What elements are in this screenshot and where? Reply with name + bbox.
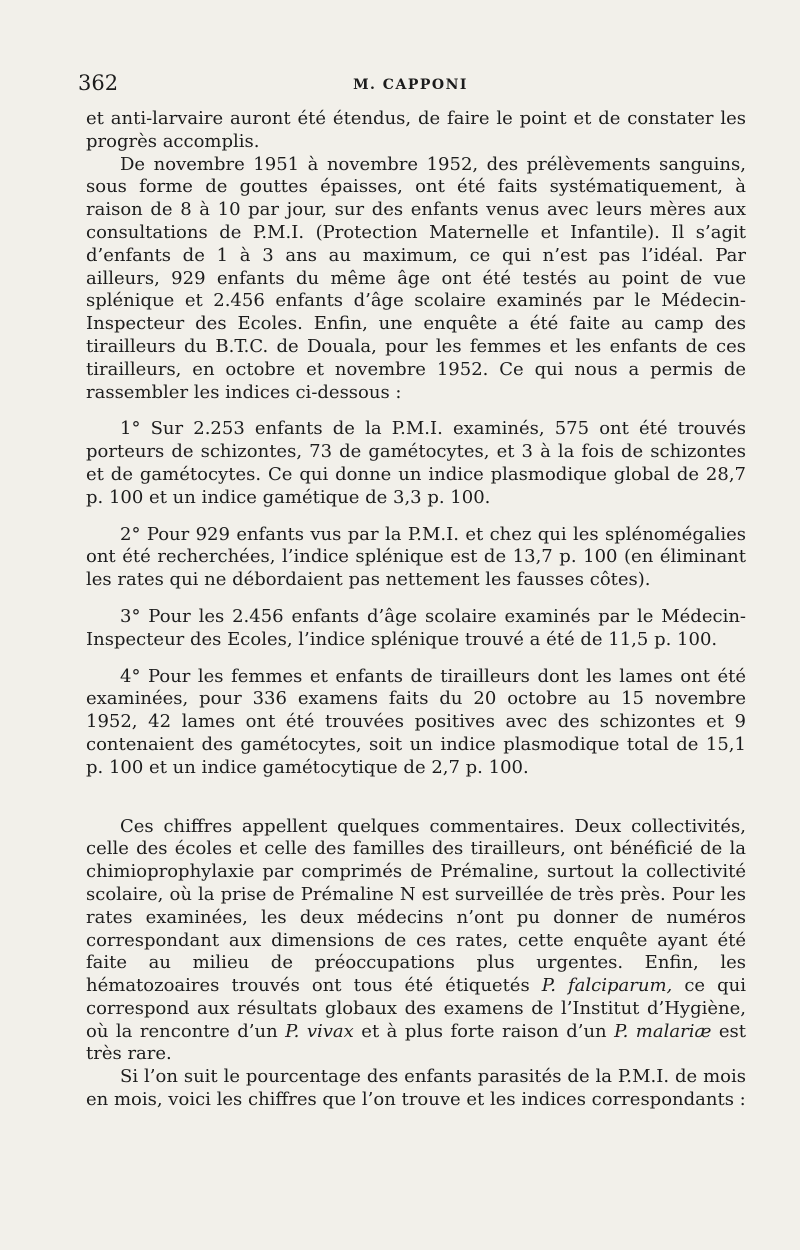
list-item-1: 1° Sur 2.253 enfants de la P.M.I. examinés, 575 ont été trouvés porteurs de schizontes, 73 de gamétocytes, et 3 à la fois de schizontes et de gamétocytes. Ce qui donne un indice plasmodique global de 28,7 p. 100 et un indice gamétique de 3,3 p. 100. — [86, 418, 746, 508]
paragraph-continuation: et anti-larvaire auront été étendus, de faire le point et de constater les progrès accomplis. — [86, 108, 746, 152]
list-item-4: 4° Pour les femmes et enfants de tirailleurs dont les lames ont été examinées, pour 336 examens faits du 20 octobre au 15 novembre 1952, 42 lames ont été trouvées positives avec des schizontes et 9 contenaient des gamétocytes, soit un indice plasmodique total de 15,1 p. 100 et un indice gamétocytique de 2,7 p. 100. — [86, 665, 746, 778]
list-item-3: 3° Pour les 2.456 enfants d’âge scolaire examinés par le Médecin-Inspecteur des Ecoles, l’indice splénique trouvé a été de 11,5 p. 100. — [86, 605, 746, 650]
page-number: 362 — [78, 71, 119, 95]
species-falciparum: P. falciparum, — [541, 975, 673, 997]
body-text — [86, 108, 746, 1112]
commentary-text-d: est très rare. — [86, 1020, 746, 1065]
commentary-text-a: Ces chiffres appellent quelques commentaires. Deux collectivités, celle des écoles et celle des familles des tirailleurs, ont bénéficié de la chimioprophylaxie par comprimés de Prémaline, surtout la collectivité scolaire, où la prise de Prémaline N est surveillée de très près. Pour les rates examinées, les deux médecins n’ont pu donner de numéros correspondant aux dimensions de ces rates, cette enquête ayant été faite au milieu de préoccupations plus urgentes. Enfin, les hématozoaires trouvés ont tous été étiquetés — [86, 815, 746, 997]
species-malariae: P. malariæ — [614, 1020, 712, 1042]
paragraph-monthly-intro: Si l’on suit le pourcentage des enfants parasités de la P.M.I. de mois en mois, voici les chiffres que l’on trouve et les indices correspondants : — [86, 1066, 746, 1111]
commentary-text-c: et à plus forte raison d’un — [353, 1020, 615, 1042]
species-vivax: P. vivax — [285, 1020, 354, 1042]
running-title: M. CAPPONI — [353, 77, 468, 93]
paragraph-commentary — [86, 816, 746, 1067]
paragraph-survey-methods: De novembre 1951 à novembre 1952, des prélèvements sanguins, sous forme de gouttes épaisses, ont été faits systématiquement, à raison de 8 à 10 par jour, sur des enfants venus avec leurs mères aux consultations de P.M.I. (Protection Maternelle et Infantile). Il s’agit d’enfants de 1 à 3 ans au maximum, ce qui n’est pas l’idéal. Par ailleurs, 929 enfants du même âge ont été testés au point de vue splénique et 2.456 enfants d’âge scolaire examinés par le Médecin-Inspecteur des Ecoles. Enfin, une enquête a été faite au camp des tirailleurs du B.T.C. de Douala, pour les femmes et les enfants de ces tirailleurs, en octobre et novembre 1952. Ce qui nous a permis de rassembler les indices ci-dessous : — [86, 153, 746, 403]
running-head — [78, 68, 743, 98]
list-item-2: 2° Pour 929 enfants vus par la P.M.I. et chez qui les splénomégalies ont été recherchées, l’indice splénique est de 13,7 p. 100 (en éliminant les rates qui ne débordaient pas nettement les fausses côtes). — [86, 523, 746, 591]
commentary-text-b: ce qui correspond aux résultats globaux des examens de l’Institut d’Hygiène, où la rencontre d’un — [86, 975, 746, 1042]
